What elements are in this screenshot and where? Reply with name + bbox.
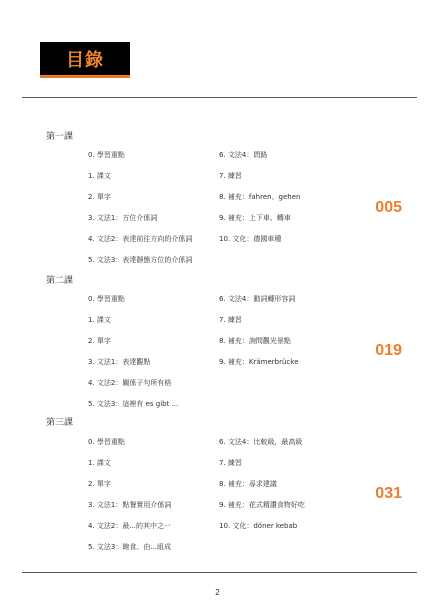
lesson-1-item-2[interactable]: 2. 單字: [88, 193, 111, 201]
lesson-1-item-8[interactable]: 8. 補充：fahren、gehen: [219, 193, 301, 201]
lesson-1-item-6[interactable]: 6. 文法4：問路: [219, 151, 268, 159]
lesson-3-item-6[interactable]: 6. 文法4：比較級，最高級: [219, 438, 303, 446]
lesson-3-item-2[interactable]: 2. 單字: [88, 480, 111, 488]
lesson-1-item-0[interactable]: 0. 學習重點: [88, 151, 125, 159]
bottom-rule: [22, 572, 417, 573]
lesson-3-item-10[interactable]: 10. 文化：döner kebab: [219, 522, 298, 530]
lesson-2-item-6[interactable]: 6. 文法4：動詞轉形容詞: [219, 295, 296, 303]
lesson-2-item-1[interactable]: 1. 課文: [88, 316, 111, 324]
lesson-1-item-7[interactable]: 7. 練習: [219, 172, 242, 180]
lesson-3-item-9[interactable]: 9. 補充：花式精讚食物好吃: [219, 501, 305, 509]
lesson-1-page-number: 005: [375, 199, 402, 216]
lesson-2-heading: 第二課: [46, 276, 74, 286]
lesson-3-item-3[interactable]: 3. 文法1：點餐實用介係詞: [88, 501, 172, 509]
lesson-2-item-2[interactable]: 2. 單字: [88, 337, 111, 345]
lesson-2-item-4[interactable]: 4. 文法2：關係子句所有格: [88, 379, 172, 387]
lesson-3-item-5[interactable]: 5. 文法3：飽食、由...組成: [88, 543, 172, 551]
toc-title-box: [40, 42, 130, 78]
lesson-1-item-9[interactable]: 9. 補充：上下車、轉車: [219, 214, 291, 222]
lesson-3-item-0[interactable]: 0. 學習重點: [88, 438, 125, 446]
toc-title: 目錄: [66, 49, 104, 71]
lesson-2-item-5[interactable]: 5. 文法3：這裡有 es gibt ...: [88, 400, 179, 408]
lesson-3-item-7[interactable]: 7. 練習: [219, 459, 242, 467]
lesson-2-item-7[interactable]: 7. 練習: [219, 316, 242, 324]
lesson-2-item-3[interactable]: 3. 文法1：表達觀點: [88, 358, 151, 366]
lesson-2-page-number: 019: [375, 342, 402, 359]
lesson-3-item-1[interactable]: 1. 課文: [88, 459, 111, 467]
lesson-3-heading: 第三課: [46, 418, 74, 428]
lesson-1-item-5[interactable]: 5. 文法3：表達靜態方位的介係詞: [88, 256, 193, 264]
lesson-1-item-3[interactable]: 3. 文法1：方位介係詞: [88, 214, 158, 222]
lesson-3-page-number: 031: [375, 485, 402, 502]
lesson-1-heading: 第一課: [46, 132, 74, 142]
lesson-2-item-8[interactable]: 8. 補充：詢問觀光景點: [219, 337, 291, 345]
footer-page-number: 2: [215, 588, 220, 597]
lesson-3-item-4[interactable]: 4. 文法2：最...的其中之一: [88, 522, 172, 530]
lesson-1-item-1[interactable]: 1. 課文: [88, 172, 111, 180]
top-rule: [22, 97, 417, 98]
lesson-1-item-10[interactable]: 10. 文化：德國車種: [219, 235, 282, 243]
lesson-3-item-8[interactable]: 8. 補充：尋求建議: [219, 480, 277, 488]
lesson-2-item-0[interactable]: 0. 學習重點: [88, 295, 125, 303]
lesson-1-item-4[interactable]: 4. 文法2：表達前往方向的介係詞: [88, 235, 193, 243]
lesson-2-item-9[interactable]: 9. 補充：Krämerbrücke: [219, 358, 299, 366]
